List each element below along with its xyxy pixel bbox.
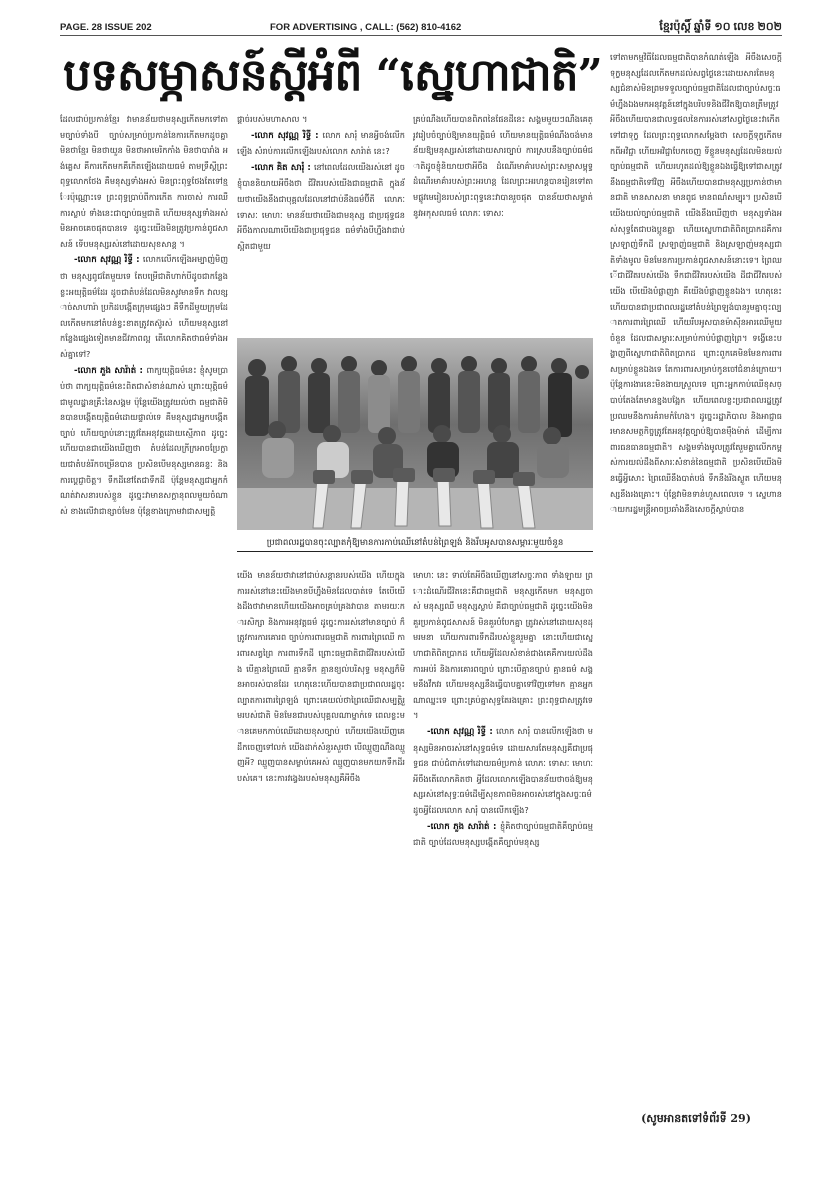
article-column-2-bottom [237, 568, 405, 1098]
article-paragraph [237, 128, 405, 160]
paragraph-text: ផ្ដាច់របស់មហាសាល ។ [237, 114, 308, 124]
article-photo [237, 338, 593, 530]
article-column-2-top [237, 112, 405, 330]
article-paragraph [237, 568, 405, 786]
article-paragraph [237, 160, 405, 255]
paragraph-text: លោកលើកឡើងអម្បាញ់មិញថា មនុស្សពូជតែមួយទេ តែបម្រើជាតិហាក់បីដូចជាកន្លែងខ្លះអយុត្តិធម៌ដែរ ដូចជាតំបន់ដែលមិនសូវមានទឹក វាលខ្សាច់សាហារ៉ា ប្រកិដបង្កើតក្រុមផ្សេងៗ គឺទឹកដីមួយក្រុមដែលកើតមកនៅតំបន់ខ្វះខាតត្រូវតស៊ូរស់ ហើយមនុស្សនៅកន្លែងផ្សេងទៀតមានជីវភាពល្អ តើលោកគិតថាធម៌ទាំងអស់គ្នាទៅ? [60, 254, 228, 359]
photo-illustration [237, 338, 593, 530]
speaker-label: -លោក ភួង សារ៉ាត់ : [74, 365, 147, 376]
paragraph-text: មោហៈ នេះ ទាល់តែអីចឹងឃើញនៅសច្ចៈភាព ទាំងឡាយ ព្រោះដំណើរជីវិតនេះគឺជាធម្មជាតិ មនុស្សកើតមក មនុស្សចាស់ មនុស្សឈឺ មនុស្សស្លាប់ គឺជាច្បាប់ធម្មជាតិ ដូច្នេះយើងមិនគួរប្រកាន់ពូជសាសន៍ មិនគួរបំបែកគ្នា ត្រូវរស់នៅដោយសុខដុមរមនា ហើយការពារទឹកដីរបស់ខ្លួនរួមគ្នា នោះហើយជាស្នេហាជាតិពិតប្រាកដ ហើយអ្វីដែលសំខាន់ជាងគេគឺការយល់ដឹង ការអប់រំ និងការគោរពច្បាប់ ព្រោះបើគ្មានច្បាប់ គ្មានធម៌ សង្គមនឹងវឹកវរ ហើយមនុស្សនឹងធ្វើបាបគ្នាទៅវិញទៅមក គ្មានអ្នកណាឈ្នះទេ ព្រោះគ្រប់គ្នាសុទ្ធតែរងគ្រោះ ព្រះពុទ្ធជាសត្រូវទេ ។ [413, 570, 593, 721]
article-column-1 [60, 112, 228, 1097]
paragraph-text: នៅពេលដែលយើងរស់នៅ ដូចខ្ញុំបាននិយាយអីចឹងថា ជីវិតរបស់យើងជាធម្មជាតិ ក្នុងន័យថាយើងនឹងជាបុគ្គលដែលនៅជាប់នឹងធម៌ប៊ីតី លោភៈ ទោសៈ មោហៈ មានន័យថាយើងជាមនុស្ស ជាប្រផុទ្ធជន អីចឹងកាលណាបើយើងជាប្រផុទ្ធជន ធម៌ទាំងបីហ្នឹងវាជាប់ស្អិតជាមួយ [237, 161, 405, 251]
article-paragraph [610, 50, 782, 518]
article-paragraph [60, 112, 228, 252]
article-paragraph [413, 724, 593, 819]
speaker-label: -លោក គិត សារុំ : [251, 162, 314, 173]
page-header [60, 22, 782, 36]
paragraph-text: យើង មានន័យថាវានៅជាប់សន្តានរបស់យើង ហើយក្នុងការរស់នៅនេះយើងមានបីហ្នឹងមិនដែលបាត់ទេ តែបើយើងដឹងថាវាមានហើយយើងអាចគ្រប់គ្រងវាបាន តាមរយៈការសិក្សា និងការអនុវត្តធម៌ ដូច្នេះការរស់នៅមានច្បាប់ ក៏ត្រូវការការគោរព ច្បាប់ការពារធម្មជាតិ ការពារព្រៃឈើ ការពារសត្វព្រៃ ការពារទឹកដី ព្រោះធម្មជាតិជាជីវិតរបស់យើង បើគ្មានព្រៃឈើ គ្មានទឹក គ្មានខ្យល់បរិសុទ្ធ មនុស្សក៏មិនអាចរស់បានដែរ ហេតុនេះហើយបានជាប្រជាពលរដ្ឋចុះល្បាតការពារព្រៃឡង់ ព្រោះគេយល់ថាព្រៃឈើជាសម្បត្តិរួមរបស់ជាតិ មិនមែនជារបស់បុគ្គលណាម្នាក់ទេ ពេលខ្លះមានគេមកកាប់ឈើដោយខុសច្បាប់ ហើយយើងឃើញគេដឹកចេញទៅលក់ យើងដាក់សំនួរសួរថា បើឈ្មួញណឹងឈ្មួញអី? ឈ្មួញបានសម្លាប់គេអស់ ឈ្មួញបានមកយកទឹកដីរបស់គេ។ នេះការវង្វេងរបស់មនុស្សគឺអីចឹង [237, 570, 405, 783]
paragraph-text: ពាក្យយុត្តិធម៌នេះ ខ្ញុំសូមប្រាប់ថា ពាក្យយុត្តិធម៌នេះពិតជាសំខាន់ណាស់ ព្រោះយុត្តិធម៌ជាមូលដ្ឋានគ្រឹះនៃសង្គម ប៉ុន្តែយើងត្រូវយល់ថា ធម្មជាតិមិនបានបង្កើតយុត្តិធម៌ដោយផ្ទាល់ទេ គឺមនុស្សជាអ្នកបង្កើតច្បាប់ ហើយច្បាប់នោះត្រូវតែអនុវត្តដោយស្មើភាព ដូច្នេះហើយបានជាយើងឃើញថា តំបន់ដែលក្រីក្រអាចប្រែក្លាយជាតំបន់រីកចម្រើនបាន ប្រសិនបើមនុស្សមានឆន្ទៈ និងការប្តេជ្ញាចិត្ត។ ទឹកដីនៅតែជាទឹកដី ប៉ុន្តែមនុស្សជាអ្នកកំណត់វាសនារបស់ខ្លួន ដូច្នេះវាមានសក្ដានុពលមួយចំណាស់ ខាងលើវាជាខ្សាច់មែន ប៉ុន្តែខាងក្រោមវាជាសម្បត្តិ [60, 364, 228, 516]
paragraph-text: គ្រប់ណឹងហើយបានពិភពនៃផែនដីនេះ សង្គមមួយៗណឹងគេត្រូវរៀបចំច្បាប់ឱ្យមានយុត្តិធម៌ ហើយមានយុត្តិធម៌ណឹងចង់មានន័យឱ្យមនុស្សរស់នៅដោយសារច្បាប់ ការស្របនឹងច្បាប់ធម៌ជាតិដូចខ្ញុំនិយាយថាអីចឹង ដំណើរមាគ៌ារបស់ព្រះសម្មាសម្ពុទ្ធ ដំណើរមាគ៌ារបស់ព្រះអរហន្ត ដែលព្រះអរហន្តបានរៀនទៅតាមផ្លូវមេរៀនរបស់ព្រះពុទ្ធនេះវាបានរួចផុត បានន័យថាសម្លាត់នូវអកុសលធម៌ លោភៈ ទោសៈ [413, 114, 593, 218]
article-title: បទសម្ភាសន៍ស្ដីអំពី “ស្នេហាជាតិ” [63, 50, 602, 101]
paragraph-text: ខ្ញុំគិតថាច្បាប់ធម្មជាតិគឺច្បាប់ធម្មជាតិ ច្បាប់ដែលមនុស្សបង្កើតគឺច្បាប់មនុស្ស [413, 820, 593, 848]
paragraph-text: ដែលជាប់ប្រកាន់ខ្មែរ វាមានន័យថាមនុស្សកើតមកទៅតាមច្បាប់ទាំងបី ច្បាប់សម្រាប់ប្រកាន់នៃការកើតមកដូចគ្នា មិនថាខ្មែរ មិនថាយួន មិនថាអាមេរិកកាំង មិនថាបារាំង អង់គ្លេស គឺការកើតមកគឺកើតឡើងដោយធម៌ តាមទ្រឹស្ដីព្រះពុទ្ធលោកថែង គឺមនុស្សទាំងអស់ មិនព្រះពុទ្ធថែងតែទៅខ្មែរប៉ុណ្ណោះទេ ព្រះពុទ្ធប្រាប់ពីការកើត ការចាស់ ការឈឺ ការស្លាប់ ទាំងនេះជាច្បាប់ធម្មជាតិ ហើយមនុស្សទាំងអស់មិនអាចគេចផុតបានទេ ដូច្នេះយើងមិនត្រូវប្រកាន់ពូជសាសន៍ ទើបមនុស្សរស់នៅដោយសុខសាន្ត ។ [60, 114, 228, 249]
article-paragraph [413, 112, 593, 221]
photo-caption: ប្រជាពលរដ្ឋបានចុះល្បាតកុំឱ្យមានការកាប់ឈើនៅតំបន់ព្រៃឡង់ និងរឹបអូសបានសម្ភារៈមួយចំនួន [237, 535, 593, 552]
paragraph-text: លោក សារុំ បានលើកឡើងថា មនុស្សមិនអាចរស់នៅសុទ្ធធម៌ទេ ដោយសារតែមនុស្សគឺជាប្រផុទ្ធជន ជាប់ជំពាក់ទៅដោយធម៌ប្រកាន់ លោភៈ ទោសៈ មោហៈ អីចឹងតើលោកគិតថា អ្វីដែលលោកឡើងបានន័យថាចង់ឱ្យមនុស្សរស់នៅសុទ្ធៈធម៌ដើម្បីសុខភាពមិនអាចរស់នៅក្នុងសច្ចៈធម៌ដូចអ្វីដែលលោក សារុំ បានលើកឡើង? [413, 725, 593, 815]
continued-on-page-label: (សូមអានតទៅទំព័រទី 29) [641, 1112, 751, 1125]
article-paragraph [237, 112, 405, 128]
article-paragraph [413, 568, 593, 724]
article-paragraph [413, 819, 593, 851]
paragraph-text: ទៅតាមកម្មវិធីដែលធម្មជាតិបានកំណត់ឡើង អីចឹងសេចក្ដីទុក្ខមនុស្សដែលកើតមកដល់សព្វថ្ងៃនេះដោយសារតែមនុស្សជំនាស់មិនព្រមទទួលច្បាប់ធម្មជាតិដែលជាច្បាប់សច្ចៈធម៌ហ្នឹងឯងមកអនុវត្តន៍នៅក្នុងបរិបទនិងជីវិតឱ្យបានត្រឹមត្រូវ អីចឹងហើយបានជាលទ្ធផលនៃការរស់នៅសព្វថ្ងៃនេះវាកើតទៅជាទុក្ខ ដែលព្រះពុទ្ធលោកសម្ដែងថា សេចក្ដីទុក្ខកើតមកពីអវិជ្ជា ហើយអវិជ្ជាបែកចេញ ទីខ្លួនមនុស្សដែលមិនយល់ច្បាប់ធម្មជាតិ ហើយរហូតដល់ឱ្យខ្លួនឯងធ្វើឱ្យទៅជាសត្រូវនឹងធម្មជាតិទៅវិញ អីចឹងហើយបានជាមនុស្សប្រកាន់ថាមានជាតិ មានសាសនា មានពូជ មានពណ៌សម្បុរ។ ប្រសិនបើយើងយល់ច្បាប់ធម្មជាតិ យើងនឹងឃើញថា មនុស្សទាំងអស់សុទ្ធតែជាបងប្អូនគ្នា ហើយស្នេហាជាតិពិតប្រាកដគឺការស្រឡាញ់ទឹកដី ស្រឡាញ់ធម្មជាតិ និងស្រឡាញ់មនុស្សជាតិទាំងមូល មិនមែនការប្រកាន់ពូជសាសន៍នោះទេ។ ព្រៃឈើជាជីវិតរបស់យើង ទឹកជាជីវិតរបស់យើង ដីជាជីវិតរបស់យើង បើយើងបំផ្លាញវា គឺយើងបំផ្លាញខ្លួនឯង។ ហេតុនេះហើយបានជាប្រជាពលរដ្ឋនៅតំបន់ព្រៃឡង់បានរួមគ្នាចុះល្បាតការពារព្រៃឈើ ហើយរឹបអូសបានម៉ាស៊ីនអារឈើមួយចំនួន ដែលជាសម្ភារៈសម្រាប់កាប់បំផ្លាញព្រៃ។ ទង្វើនេះបង្ហាញពីស្នេហាជាតិពិតប្រាកដ ព្រោះពួកគេមិនមែនការពារសម្រាប់ខ្លួនឯងទេ តែការពារសម្រាប់កូនចៅជំនាន់ក្រោយ។ ប៉ុន្តែការងារនេះមិនងាយស្រួលទេ ព្រោះអ្នកកាប់ឈើខុសច្បាប់តែងតែមានខ្នងបង្អែក ហើយពេលខ្លះប្រជាពលរដ្ឋត្រូវប្រឈមនឹងការគំរាមកំហែង។ ដូច្នេះរដ្ឋាភិបាល និងអាជ្ញាធរមានសមត្ថកិច្ចត្រូវតែអនុវត្តច្បាប់ឱ្យបានម៉ឺងម៉ាត់ ដើម្បីការពារធនធានធម្មជាតិ។ សង្គមទាំងមូលត្រូវតែរួមគ្នាលើកកម្ពស់ការយល់ដឹងពីសារៈសំខាន់នៃធម្មជាតិ ប្រសិនបើយើងមិនធ្វើអ្វីសោះ ព្រៃឈើនឹងបាត់បង់ ទឹកនឹងរីងស្ងួត ហើយមនុស្សនឹងរងគ្រោះ។ ប៉ុន្តែវាមិនទាន់ហួសពេលទេ ។ ស្នេហានាយករដ្ឋមន្ត្រីអាចប្រឆាំងនឹងសេចក្ដីស្លាប់បាន [610, 52, 782, 515]
speaker-label: -លោក សុវណ្ណ រិទ្ធី : [427, 726, 497, 737]
header-divider [60, 35, 782, 36]
speaker-label: -លោក សុវណ្ណ រិទ្ធី : [251, 130, 323, 141]
speaker-label: -លោក ភួង សារ៉ាត់ : [427, 821, 500, 832]
speaker-label: -លោក សុវណ្ណ រិទ្ធី : [74, 255, 143, 266]
paragraph-text: លោក សារុំ មានអ្វីចង់លើកឡើង សំរាប់ការលើកឡើងរបស់លោក សារ៉ាត់ នេះ? [237, 129, 405, 157]
article-paragraph [60, 363, 228, 520]
page-issue-label: PAGE. 28 ISSUE 202 [60, 22, 152, 33]
advertising-label: FOR ADVERTISING , CALL: (562) 810-4162 [270, 22, 462, 33]
article-column-3-top [413, 112, 593, 330]
article-column-4 [610, 50, 782, 1095]
article-column-3-bottom [413, 568, 593, 1098]
article-paragraph [60, 252, 228, 362]
masthead-label: ខ្មែរប៉ុស្តិ៍ ឆ្នាំទី ១០ លេខ ២០២ [659, 21, 782, 33]
